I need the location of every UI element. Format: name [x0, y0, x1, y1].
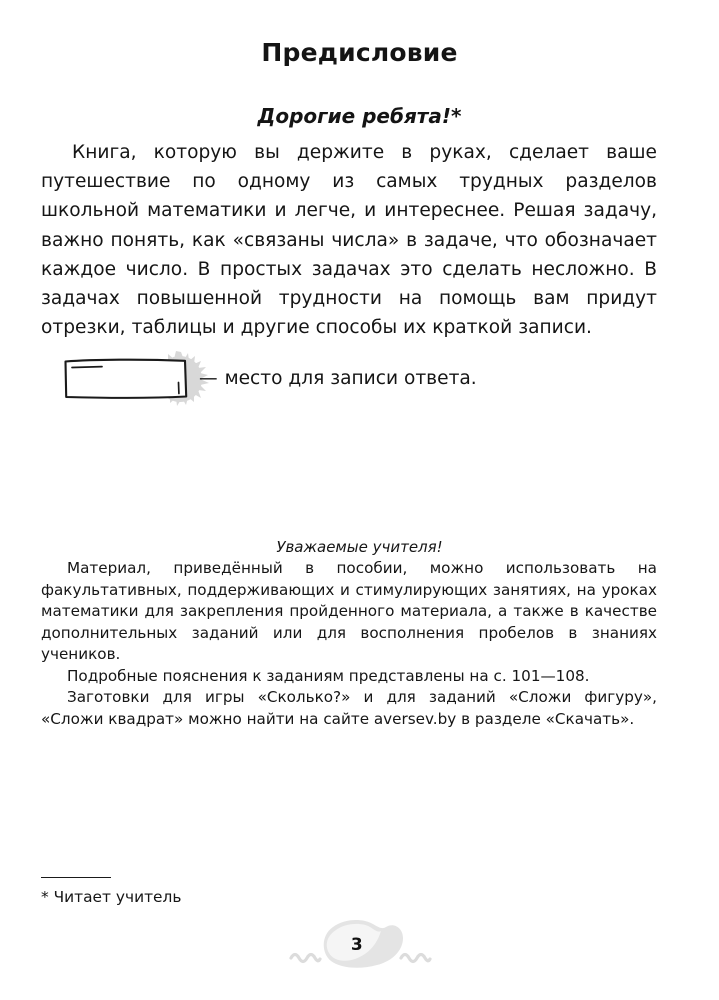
answer-box-caption-text: место для записи ответа. — [224, 368, 477, 389]
footnote-text: * Читает учитель — [41, 888, 182, 906]
teachers-heading: Уважаемые учителя! — [276, 538, 443, 556]
page-number — [285, 916, 435, 974]
hand-drawn-rectangle-icon — [63, 357, 189, 400]
answer-box-graphic — [63, 352, 203, 410]
answer-box-caption — [199, 364, 477, 393]
answer-box-illustration — [41, 352, 657, 412]
pupils-salutation: Дорогие ребята!* — [257, 104, 462, 128]
page-title: Предисловие — [261, 38, 458, 67]
em-dash: — — [199, 368, 218, 389]
teachers-paragraph-2: Подробные пояснения к заданиям представлены на с. 101—108. — [67, 666, 590, 685]
page-number-label: 3 — [350, 935, 364, 955]
teachers-body — [41, 558, 657, 730]
footnote-separator — [41, 877, 111, 878]
teachers-paragraph-3: Заготовки для игры «Сколько?» и для заданий «Сложи фигуру», «Сложи квадрат» можно найти на сайте aversev.by в разделе «Скачать». — [41, 688, 657, 728]
teachers-paragraph-1: Материал, приведённый в пособии, можно использовать на факультативных, поддерживающих и стимулирующих занятиях, на уроках математики для закрепления пройденного материала, а также в качестве дополнительных заданий или для восполнения пробелов в знаниях учеников. — [41, 559, 657, 663]
pupils-body-paragraph: Книга, которую вы держите в руках, сделает ваше путешествие по одному из самых трудных разделов школьной математики и легче, и интереснее. Решая задачу, важно понять, как «связаны числа» в задаче, что обозначает каждое число. В простых задачах это сделать несложно. В задачах повышенной трудности на помощь вам придут отрезки, таблицы и другие способы их краткой записи. — [41, 142, 657, 339]
